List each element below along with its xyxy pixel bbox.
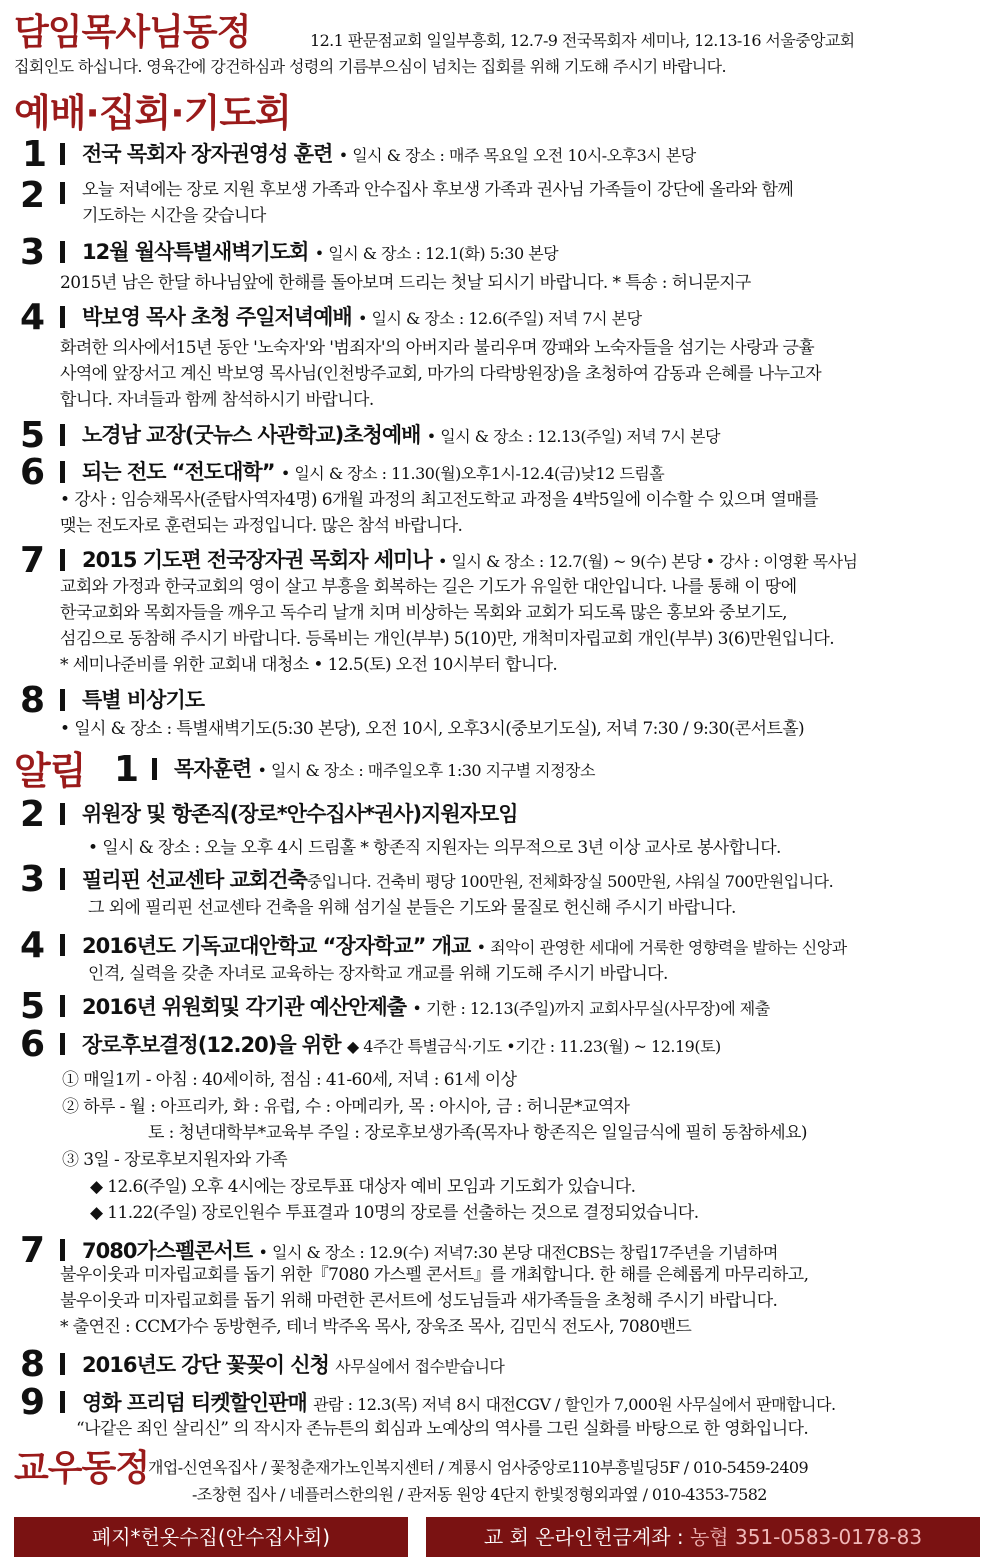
divider — [60, 549, 65, 571]
item-text: * 세미나준비를 위한 교회내 대청소 • 12.5(토) 오전 10시부터 합니다. — [60, 655, 558, 675]
item-text: 2015년 남은 한달 하나님앞에 한해를 돌아보며 드리는 첫날 되시기 바랍니다. * 특송 : 허니문지구 — [60, 273, 751, 293]
item-text: • 강사 : 임승채목사(준탑사역자4명) 6개월 과정의 최고전도학교 과정을 4박5일에 이수할 수 있으며 열매를 — [60, 490, 819, 510]
item-text: 불우이웃과 미자립교회를 돕기 위한『7080 가스펠 콘서트』를 개최합니다. 한 해를 은혜롭게 마무리하고, — [60, 1265, 809, 1285]
item-text: ② 하루 - 월 : 아프리카, 화 : 유럽, 수 : 아메리카, 목 : 아시아, 금 : 허니문*교역자 — [62, 1097, 630, 1117]
notice-title: 알림 — [14, 749, 86, 793]
item-number: 5 — [20, 415, 46, 456]
item-text: ◆ 12.6(주일) 오후 4시에는 장로투표 대상자 예비 모임과 기도회가 있습니다. — [90, 1177, 636, 1197]
item-text: 그 외에 필리핀 선교센타 건축을 위해 섬기실 분들은 기도와 물질로 헌신해 주시기 바랍니다. — [88, 898, 736, 918]
divider — [60, 143, 65, 165]
divider — [60, 1391, 65, 1413]
item-text: 토 : 청년대학부*교육부 주일 : 장로후보생가족(목자나 항존직은 일일금식에 필히 동참하세요) — [148, 1123, 807, 1143]
item-heading: 필리핀 선교센타 교회건축중입니다. 건축비 평당 100만원, 전체화장실 500만원, 샤워실 700만원입니다. — [82, 868, 834, 892]
item-number: 2 — [20, 794, 46, 835]
item-text: ③ 3일 - 장로후보지원자와 가족 — [62, 1150, 288, 1170]
item-heading: 위원장 및 항존직(장로*안수집사*권사)지원자모임 — [82, 802, 518, 826]
item-text: 불우이웃과 미자립교회를 돕기 위해 마련한 콘서트에 성도님들과 새가족들을 초청해 주시기 바랍니다. — [60, 1291, 778, 1311]
item-number: 4 — [20, 297, 46, 338]
footer-right-box — [426, 1517, 980, 1557]
divider — [60, 995, 65, 1017]
item-number: 9 — [20, 1382, 46, 1423]
item-text: 섬김으로 동참해 주시기 바랍니다. 등록비는 개인(부부) 5(10)만, 개척미자립교회 개인(부부) 3(6)만원입니다. — [60, 629, 835, 649]
item-text: 사역에 앞장서고 계신 박보영 목사님(인천방주교회, 마가의 다락방원장)을 초청하여 감동과 은혜를 나누고자 — [60, 364, 822, 384]
item-number: 1 — [22, 134, 48, 175]
divider — [60, 182, 65, 204]
item-number: 7 — [20, 1230, 46, 1271]
item-heading: 장로후보결정(12.20)을 위한 ◆ 4주간 특별금식·기도 •기간 : 11.23(월) ~ 12.19(토) — [82, 1033, 721, 1057]
worship-title: 예배·집회·기도회 — [14, 91, 291, 135]
footer-left-box — [14, 1517, 408, 1557]
item-heading: 전국 목회자 장자권영성 훈련 • 일시 & 장소 : 매주 목요일 오전 10시-오후3시 본당 — [82, 142, 696, 166]
item-heading: 목자훈련 • 일시 & 장소 : 매주일오후 1:30 지구별 지정장소 — [174, 757, 595, 781]
divider — [60, 306, 65, 328]
item-text: 인격, 실력을 갖춘 자녀로 교육하는 장자학교 개교를 위해 기도해 주시기 바랍니다. — [88, 964, 668, 984]
item-number: 6 — [20, 452, 46, 493]
members-line2: -조창현 집사 / 네플러스한의원 / 관저동 원앙 4단지 한빛정형외과옆 / 010-4353-7582 — [192, 1485, 767, 1504]
divider — [60, 461, 65, 483]
item-text: 기도하는 시간을 갖습니다 — [82, 206, 266, 226]
divider — [60, 689, 65, 711]
item-number: 3 — [20, 232, 46, 273]
item-text: 화려한 의사에서15년 동안 '노숙자'와 '범죄자'의 아버지라 불리우며 깡패와 노숙자들을 섬기는 사랑과 긍휼 — [60, 338, 815, 358]
pastor-news-line1: 12.1 판문점교회 일일부흥회, 12.7-9 전국목회자 세미나, 12.13-16 서울중앙교회 — [310, 31, 855, 50]
item-text: • 일시 & 장소 : 오늘 오후 4시 드림홀 * 항존직 지원자는 의무적으로 3년 이상 교사로 봉사합니다. — [88, 838, 781, 858]
divider — [60, 1033, 65, 1055]
divider — [60, 1239, 65, 1261]
pastor-news-title: 담임목사님동정 — [14, 12, 251, 53]
divider — [60, 241, 65, 263]
footer-account-number: 농협 351-0583-0178-83 — [689, 1525, 923, 1549]
pastor-news-line2: 집회인도 하십니다. 영육간에 강건하심과 성령의 기름부으심이 넘치는 집회를 위해 기도해 주시기 바랍니다. — [14, 57, 726, 76]
item-heading: 2015 기도편 전국장자권 목회자 세미나 • 일시 & 장소 : 12.7(월) ~ 9(수) 본당 • 강사 : 이영환 목사님 — [82, 548, 858, 572]
item-number: 8 — [20, 1344, 46, 1385]
item-text: 맺는 전도자로 훈련되는 과정입니다. 많은 참석 바랍니다. — [60, 516, 463, 536]
item-text: “나같은 죄인 살리신” 의 작시자 존뉴튼의 회심과 노예상의 역사를 그린 실화를 바탕으로 한 영화입니다. — [76, 1419, 809, 1439]
item-text: * 출연진 : CCM가수 동방현주, 테너 박주옥 목사, 장욱조 목사, 김민식 전도사, 7080밴드 — [60, 1317, 692, 1337]
item-heading: 7080가스펠콘서트 • 일시 & 장소 : 12.9(수) 저녁7:30 본당 대전CBS는 창립17주년을 기념하며 — [82, 1239, 778, 1263]
divider — [60, 803, 65, 825]
item-number: 1 — [114, 749, 140, 790]
item-number: 3 — [20, 859, 46, 900]
item-heading: 12월 월삭특별새벽기도회 • 일시 & 장소 : 12.1(화) 5:30 본당 — [82, 240, 559, 264]
item-heading: 특별 비상기도 — [82, 688, 205, 712]
item-heading: 되는 전도 “전도대학” • 일시 & 장소 : 11.30(월)오후1시-12.4(금)낮12 드림홀 — [82, 460, 665, 484]
divider — [60, 424, 65, 446]
item-heading: 영화 프리덤 티켓할인판매 관람 : 12.3(목) 저녁 8시 대전CGV / 할인가 7,000원 사무실에서 판매합니다. — [82, 1391, 836, 1415]
item-text: • 일시 & 장소 : 특별새벽기도(5:30 본당), 오전 10시, 오후3시(중보기도실), 저녁 7:30 / 9:30(콘서트홀) — [60, 719, 805, 739]
item-text: ◆ 11.22(주일) 장로인원수 투표결과 10명의 장로를 선출하는 것으로 결정되었습니다. — [90, 1203, 699, 1223]
item-heading: 박보영 목사 초청 주일저녁예배 • 일시 & 장소 : 12.6(주일) 저녁 7시 본당 — [82, 305, 642, 329]
item-text: 한국교회와 목회자들을 깨우고 독수리 날개 치며 비상하는 목회와 교회가 되도록 많은 홍보와 중보기도, — [60, 603, 787, 623]
divider — [60, 934, 65, 956]
footer-account-label: 교 회 온라인헌금계좌 : — [483, 1525, 690, 1549]
item-number: 6 — [20, 1024, 46, 1065]
item-number: 2 — [20, 175, 46, 216]
item-heading: 2016년 위원회및 각기관 예산안제출 • 기한 : 12.13(주일)까지 교회사무실(사무장)에 제출 — [82, 995, 770, 1019]
item-number: 7 — [20, 540, 46, 581]
item-heading: 2016년도 기독교대안학교 “장자학교” 개교 • 죄악이 관영한 세대에 거룩한 영향력을 발하는 신앙과 — [82, 934, 847, 958]
item-text: 교회와 가정과 한국교회의 영이 살고 부흥을 회복하는 길은 기도가 유일한 대안입니다. 나를 통해 이 땅에 — [60, 577, 797, 597]
divider — [60, 868, 65, 890]
item-text: ① 매일1끼 - 아침 : 40세이하, 점심 : 41-60세, 저녁 : 61세 이상 — [62, 1070, 517, 1090]
members-line1: 개업-신연옥집사 / 꽃청춘재가노인복지센터 / 계룡시 엄사중앙로110부흥빌딩5F / 010-5459-2409 — [148, 1458, 809, 1477]
item-heading: 2016년도 강단 꽃꽂이 신청 사무실에서 접수받습니다 — [82, 1353, 505, 1377]
item-heading: 노경남 교장(굿뉴스 사관학교)초청예배 • 일시 & 장소 : 12.13(주일) 저녁 7시 본당 — [82, 423, 720, 447]
members-title: 교우동정 — [14, 1448, 150, 1489]
item-text: 오늘 저녁에는 장로 지원 후보생 가족과 안수집사 후보생 가족과 권사님 가족들이 강단에 올라와 함께 — [82, 180, 794, 200]
item-number: 5 — [20, 986, 46, 1027]
divider — [60, 1353, 65, 1375]
item-text: 합니다. 자녀들과 함께 참석하시기 바랍니다. — [60, 390, 374, 410]
item-number: 4 — [20, 925, 46, 966]
divider — [152, 758, 157, 780]
footer-left-text: 폐지*헌옷수집(안수집사회) — [91, 1525, 331, 1549]
item-number: 8 — [20, 680, 46, 721]
